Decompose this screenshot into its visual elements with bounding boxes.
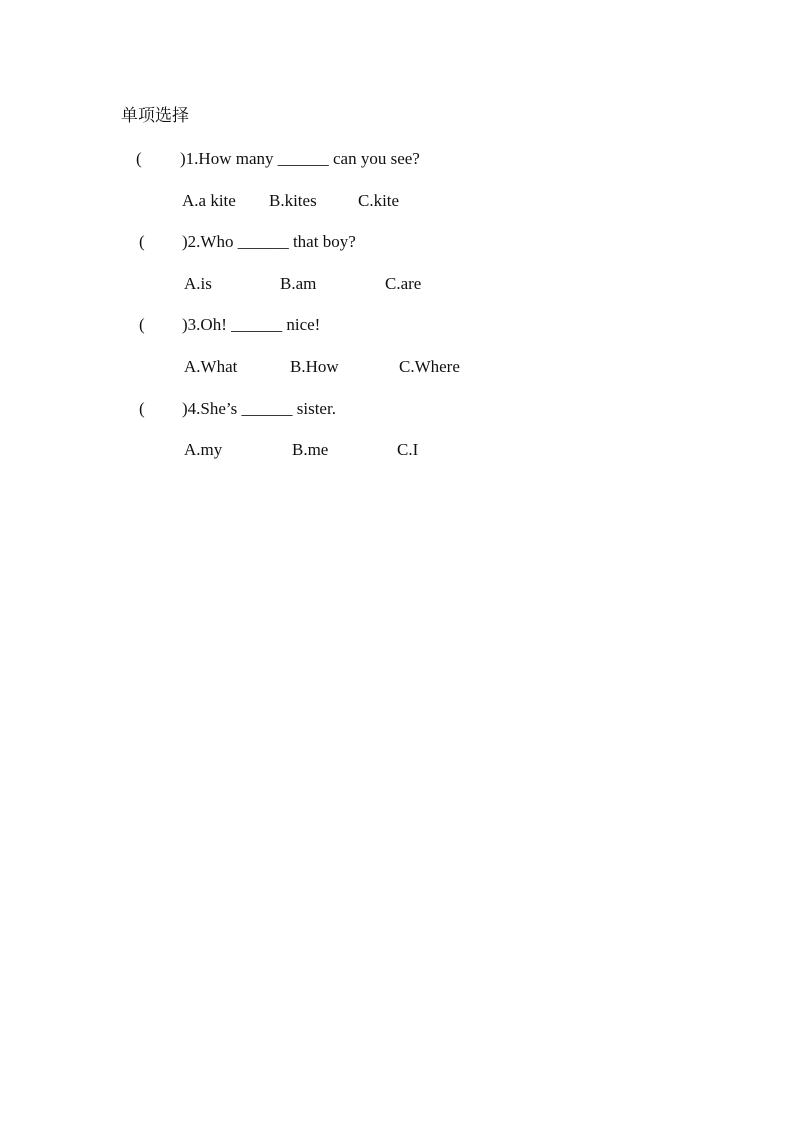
- question-3-options: [0, 356, 793, 378]
- question-1: [0, 148, 793, 170]
- question-2-options: [0, 273, 793, 295]
- answer-paren-open: (: [136, 149, 142, 168]
- answer-paren-open: (: [139, 315, 145, 334]
- question-stem: )2.Who ______ that boy?: [182, 232, 356, 251]
- option-c: C.are: [385, 274, 422, 293]
- option-b: B.me: [292, 440, 329, 459]
- option-c: C.Where: [399, 357, 460, 376]
- option-a: A.What: [184, 357, 238, 376]
- option-a: A.a kite: [182, 191, 236, 210]
- answer-paren-open: (: [139, 399, 145, 418]
- question-2: [0, 231, 793, 253]
- option-a: A.my: [184, 440, 223, 459]
- option-b: B.kites: [269, 191, 317, 210]
- question-4-options: [0, 439, 793, 461]
- question-1-options: [0, 190, 793, 212]
- question-stem: )1.How many ______ can you see?: [180, 149, 420, 168]
- option-a: A.is: [184, 274, 212, 293]
- answer-paren-open: (: [139, 232, 145, 251]
- option-b: B.How: [290, 357, 339, 376]
- question-4: [0, 398, 793, 420]
- option-c: C.kite: [358, 191, 400, 210]
- section-title: 单项选择: [121, 106, 189, 126]
- question-stem: )3.Oh! ______ nice!: [182, 315, 321, 334]
- option-b: B.am: [280, 274, 317, 293]
- option-c: C.I: [397, 440, 419, 459]
- question-stem: )4.She’s ______ sister.: [182, 399, 336, 418]
- question-3: [0, 314, 793, 336]
